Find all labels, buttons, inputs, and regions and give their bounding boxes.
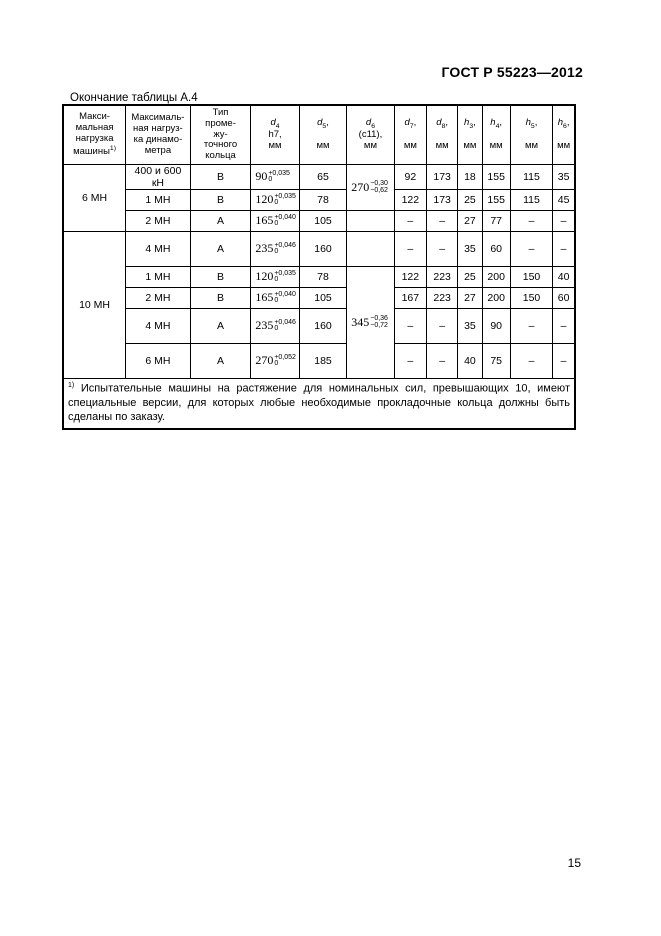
h4-cell: 90 [482, 309, 510, 344]
d4-cell: 235 +0,046 0 [251, 232, 299, 267]
col-d6: $d_6$ (c11), мм [347, 105, 394, 165]
d5-cell: 105 [299, 288, 346, 309]
ring-type-cell: В [190, 288, 251, 309]
d7-cell: – [394, 309, 426, 344]
d7-cell: 92 [394, 165, 426, 190]
h4-cell: 200 [482, 288, 510, 309]
d4-cell: 165 +0,040 0 [251, 288, 299, 309]
h5-cell: 150 [510, 288, 552, 309]
dyn-load-cell: 4 МН [126, 232, 191, 267]
col-h6: $h_6$, мм [553, 105, 575, 165]
h3-cell: 35 [458, 309, 482, 344]
d4-cell: 120 +0,035 0 [251, 267, 299, 288]
dyn-load-cell: 4 МН [126, 309, 191, 344]
h6-cell: – [553, 232, 575, 267]
d8-cell: 173 [427, 190, 458, 211]
group-label: 6 МН [63, 165, 126, 232]
ring-type-cell: В [190, 165, 251, 190]
h6-cell: – [553, 309, 575, 344]
d4-cell: 270 +0,052 0 [251, 344, 299, 379]
h4-cell: 155 [482, 190, 510, 211]
d7-cell: 167 [394, 288, 426, 309]
d6-cell [347, 232, 394, 267]
d6-cell: 345 −0,36 −0,72 [347, 267, 394, 379]
page-number: 15 [567, 856, 581, 870]
d8-cell: 223 [427, 267, 458, 288]
h3-cell: 25 [458, 267, 482, 288]
h5-cell: – [510, 309, 552, 344]
col-max-load: Макси- мальная нагрузка машины$^{1)}$ [63, 105, 126, 165]
col-h5: $h_5$, мм [510, 105, 552, 165]
ring-type-cell: А [190, 232, 251, 267]
h5-cell: – [510, 232, 552, 267]
ring-type-cell: А [190, 211, 251, 232]
h4-cell: 200 [482, 267, 510, 288]
h6-cell: 60 [553, 288, 575, 309]
d8-cell: – [427, 211, 458, 232]
h3-cell: 27 [458, 211, 482, 232]
d6-cell [347, 211, 394, 232]
d7-cell: 122 [394, 267, 426, 288]
h5-cell: – [510, 344, 552, 379]
h3-cell: 25 [458, 190, 482, 211]
col-d8: $d_8$, мм [427, 105, 458, 165]
h6-cell: 35 [553, 165, 575, 190]
d6-cell: 270 −0,30 −0,62 [347, 165, 394, 211]
col-d7: $d_7$, мм [394, 105, 426, 165]
col-h4: $h_4$, мм [482, 105, 510, 165]
d7-cell: – [394, 344, 426, 379]
table-row [63, 309, 575, 344]
table-row [63, 211, 575, 232]
header-row [63, 105, 575, 165]
d7-cell: – [394, 232, 426, 267]
ring-type-cell: В [190, 190, 251, 211]
d4-cell: 90 +0,035 0 [251, 165, 299, 190]
document-id: ГОСТ Р 55223—2012 [441, 64, 583, 80]
d5-cell: 78 [299, 190, 346, 211]
dyn-load-cell: 1 МН [126, 267, 191, 288]
d8-cell: – [427, 232, 458, 267]
table-caption: Окончание таблицы А.4 [70, 92, 198, 104]
col-ring-type: Тип проме- жу- точного кольца [190, 105, 251, 165]
footnote-row [63, 379, 575, 429]
h4-cell: 60 [482, 232, 510, 267]
h6-cell: 45 [553, 190, 575, 211]
h4-cell: 75 [482, 344, 510, 379]
group-label: 10 МН [63, 232, 126, 379]
ring-type-cell: А [190, 309, 251, 344]
table-row [63, 165, 575, 190]
dyn-load-cell: 400 и 600 кН [126, 165, 191, 190]
d8-cell: – [427, 344, 458, 379]
d4-cell: 120 +0,035 0 [251, 190, 299, 211]
d4-cell: 235 +0,046 0 [251, 309, 299, 344]
h5-cell: 115 [510, 190, 552, 211]
col-d4: $d_4$ h7, мм [251, 105, 299, 165]
h3-cell: 35 [458, 232, 482, 267]
d7-cell: 122 [394, 190, 426, 211]
d4-cell: 165 +0,040 0 [251, 211, 299, 232]
d7-cell: – [394, 211, 426, 232]
footnote: $^{1)}$ Испытательные машины на растяжение для номинальных сил, превышающих 10, имеют специальные версии, для которых любые необходимые прокладочные кольца должны быть сделаны по заказу. [63, 379, 575, 429]
table-row [63, 232, 575, 267]
d5-cell: 65 [299, 165, 346, 190]
d8-cell: 173 [427, 165, 458, 190]
dyn-load-cell: 2 МН [126, 288, 191, 309]
d5-cell: 78 [299, 267, 346, 288]
col-dyn-load: Максималь- ная нагруз- ка динамо- метра [126, 105, 191, 165]
table-row [63, 344, 575, 379]
dyn-load-cell: 1 МН [126, 190, 191, 211]
h4-cell: 77 [482, 211, 510, 232]
h6-cell: – [553, 344, 575, 379]
dimensions-table [62, 104, 576, 430]
h5-cell: 150 [510, 267, 552, 288]
d8-cell: – [427, 309, 458, 344]
table-row [63, 267, 575, 288]
h6-cell: – [553, 211, 575, 232]
h3-cell: 40 [458, 344, 482, 379]
h5-cell: – [510, 211, 552, 232]
table-row [63, 288, 575, 309]
col-h3: $h_3$, мм [458, 105, 482, 165]
h3-cell: 27 [458, 288, 482, 309]
d5-cell: 185 [299, 344, 346, 379]
dyn-load-cell: 6 МН [126, 344, 191, 379]
ring-type-cell: А [190, 344, 251, 379]
ring-type-cell: В [190, 267, 251, 288]
h5-cell: 115 [510, 165, 552, 190]
d5-cell: 105 [299, 211, 346, 232]
d5-cell: 160 [299, 232, 346, 267]
h3-cell: 18 [458, 165, 482, 190]
dyn-load-cell: 2 МН [126, 211, 191, 232]
d5-cell: 160 [299, 309, 346, 344]
d8-cell: 223 [427, 288, 458, 309]
h6-cell: 40 [553, 267, 575, 288]
col-d5: $d_5$, мм [299, 105, 346, 165]
h4-cell: 155 [482, 165, 510, 190]
table-row [63, 190, 575, 211]
